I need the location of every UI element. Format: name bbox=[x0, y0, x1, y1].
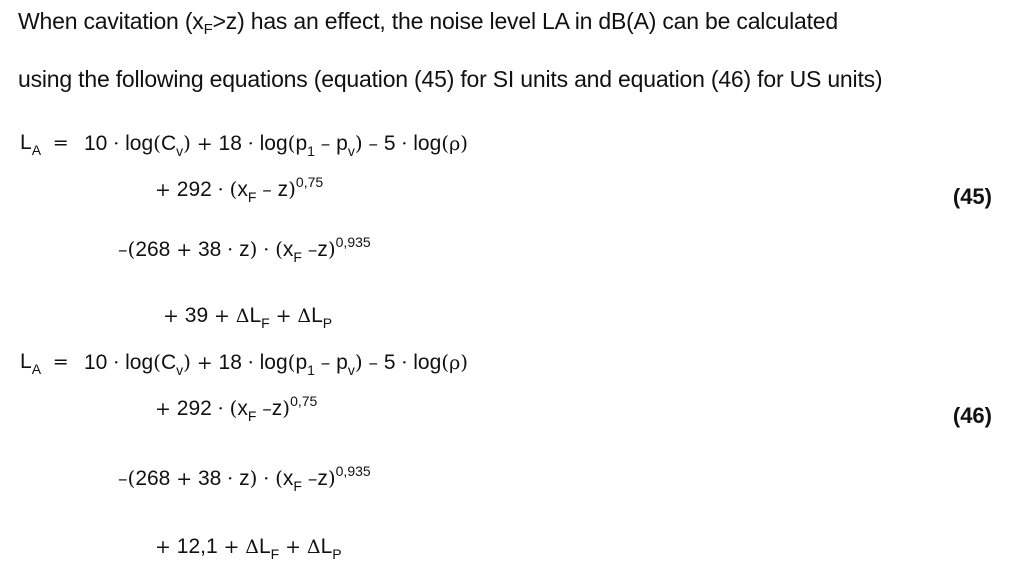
intro-text-part: >z) has an effect, the noise level LA in dB(A) can be calculated bbox=[212, 8, 838, 34]
intro-line2: using the following equations (equation (45) for SI units and equation (46) for US units) bbox=[18, 66, 883, 92]
eq46-number: (46) bbox=[952, 403, 992, 428]
eq45-line4: + $39 + \Delta L_F + \Delta L_P$ bbox=[163, 304, 333, 331]
intro-subscript: F bbox=[203, 21, 213, 38]
eq46-line3: $-(268 + 38 \cdot z) \cdot (x_F$ –z)$^{0,935}$ bbox=[118, 463, 371, 494]
eq46-line1: $10 \cdot \log(C_v) + 18 \cdot \log(p_1 - p_v) - 5 \cdot \log(\rho)$ bbox=[84, 350, 469, 378]
eq45-lhs: $L_A$ = bbox=[20, 131, 69, 158]
eq45-line1: $10 \cdot \log(C_v) + 18 \cdot \log(p_1 - p_v) - 5 \cdot \log(\rho)$ bbox=[84, 131, 469, 159]
eq45-number: (45) bbox=[952, 184, 992, 209]
eq46-lhs: $L_A$ = bbox=[20, 350, 69, 377]
eq46-line2: + $292 \cdot (x_F$ –z)$^{0,75}$ bbox=[155, 393, 318, 424]
eq45-line3: $-(268 + 38 \cdot z) \cdot (x_F$ –z)$^{0,935}$ bbox=[118, 234, 371, 265]
intro-line1 bbox=[18, 8, 838, 38]
eq46-line4: + $12,1 + \Delta L_F + \Delta L_P$ bbox=[155, 535, 342, 562]
intro-text-part: When cavitation (x bbox=[18, 8, 204, 34]
eq45-line2: + $292 \cdot (x_F - z)^{0,75}$ bbox=[155, 174, 324, 205]
